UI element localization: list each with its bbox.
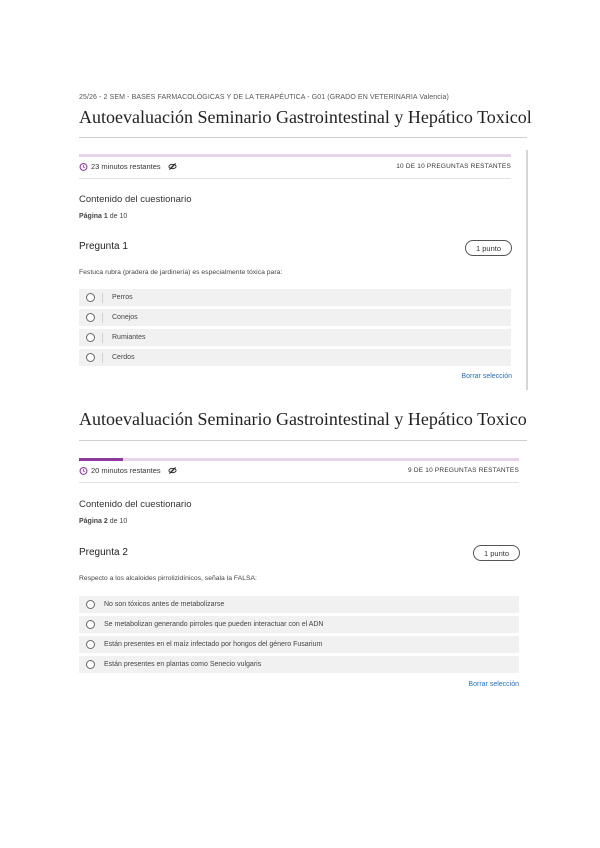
answer-option[interactable] [79, 349, 511, 366]
eye-slash-icon[interactable] [168, 162, 177, 171]
points-badge: 1 punto [473, 545, 520, 561]
radio-icon[interactable] [86, 333, 95, 342]
answer-option[interactable] [79, 636, 519, 653]
title-divider [79, 137, 527, 138]
answer-option[interactable] [79, 656, 519, 673]
questions-remaining: 9 DE 10 PREGUNTAS RESTANTES [408, 467, 519, 474]
radio-icon[interactable] [86, 620, 95, 629]
quiz-screenshot-1 [0, 90, 600, 396]
content-heading: Contenido del cuestionario [79, 194, 192, 205]
title-divider [79, 440, 527, 441]
progress-fill [79, 458, 123, 461]
questions-remaining: 10 DE 10 PREGUNTAS RESTANTES [396, 163, 511, 170]
option-label: Perros [112, 294, 133, 301]
page-indicator [79, 213, 127, 220]
quiz-title: Autoevaluación Seminario Gastrointestinal y Hepático Toxico [79, 409, 527, 429]
page-number: 2 [103, 518, 108, 525]
header-divider [79, 178, 511, 179]
scrollbar[interactable] [526, 150, 528, 390]
radio-icon[interactable] [86, 640, 95, 649]
page-total: de 10 [109, 213, 128, 220]
timer [79, 466, 177, 475]
question-label: Pregunta 2 [79, 547, 128, 558]
radio-icon[interactable] [86, 313, 95, 322]
timer-icon [79, 466, 88, 475]
page-total: de 10 [109, 518, 128, 525]
option-label: Rumiantes [112, 334, 146, 341]
header-divider [79, 482, 519, 483]
option-label: Conejos [112, 314, 138, 321]
option-divider [102, 333, 103, 343]
page-indicator [79, 518, 127, 525]
question-prompt: Festuca rubra (pradera de jardinería) es especialmente tóxica para: [79, 269, 283, 276]
page-word: Página [79, 518, 102, 525]
answer-option[interactable] [79, 616, 519, 633]
points-badge: 1 punto [465, 240, 512, 256]
clear-selection-link[interactable]: Borrar selección [461, 373, 512, 380]
timer-text: 20 minutos restantes [91, 466, 161, 475]
timer [79, 162, 177, 171]
course-breadcrumb[interactable]: 25/26 - 2 SEM - BASES FARMACOLÓGICAS Y DE LA TERAPÉUTICA - G01 (GRADO EN VETERINARIA Valencia) [79, 94, 449, 101]
option-label: No son tóxicos antes de metabolizarse [104, 601, 225, 608]
answer-option[interactable] [79, 309, 511, 326]
option-divider [102, 293, 103, 303]
option-divider [102, 313, 103, 323]
content-heading: Contenido del cuestionario [79, 499, 192, 510]
answer-option[interactable] [79, 596, 519, 613]
quiz-screenshot-2 [0, 398, 600, 703]
radio-icon[interactable] [86, 293, 95, 302]
progress-bar [79, 154, 511, 157]
progress-bar [79, 458, 519, 461]
radio-icon[interactable] [86, 353, 95, 362]
question-prompt: Respecto a los alcaloides pirrolizidínicos, señala la FALSA: [79, 575, 257, 582]
question-label: Pregunta 1 [79, 241, 128, 252]
timer-icon [79, 162, 88, 171]
radio-icon[interactable] [86, 660, 95, 669]
page-number: 1 [103, 213, 108, 220]
page-word: Página [79, 213, 102, 220]
option-label: Se metabolizan generando pirroles que pueden interactuar con el ADN [104, 621, 324, 628]
option-label: Cerdos [112, 354, 135, 361]
option-label: Están presentes en el maíz infectado por hongos del género Fusarium [104, 641, 323, 648]
eye-slash-icon[interactable] [168, 466, 177, 475]
answer-option[interactable] [79, 289, 511, 306]
timer-text: 23 minutos restantes [91, 162, 161, 171]
clear-selection-link[interactable]: Borrar selección [468, 681, 519, 688]
quiz-title: Autoevaluación Seminario Gastrointestinal y Hepático Toxicol [79, 107, 532, 127]
option-label: Están presentes en plantas como Senecio vulgaris [104, 661, 262, 668]
radio-icon[interactable] [86, 600, 95, 609]
option-divider [102, 353, 103, 363]
answer-option[interactable] [79, 329, 511, 346]
